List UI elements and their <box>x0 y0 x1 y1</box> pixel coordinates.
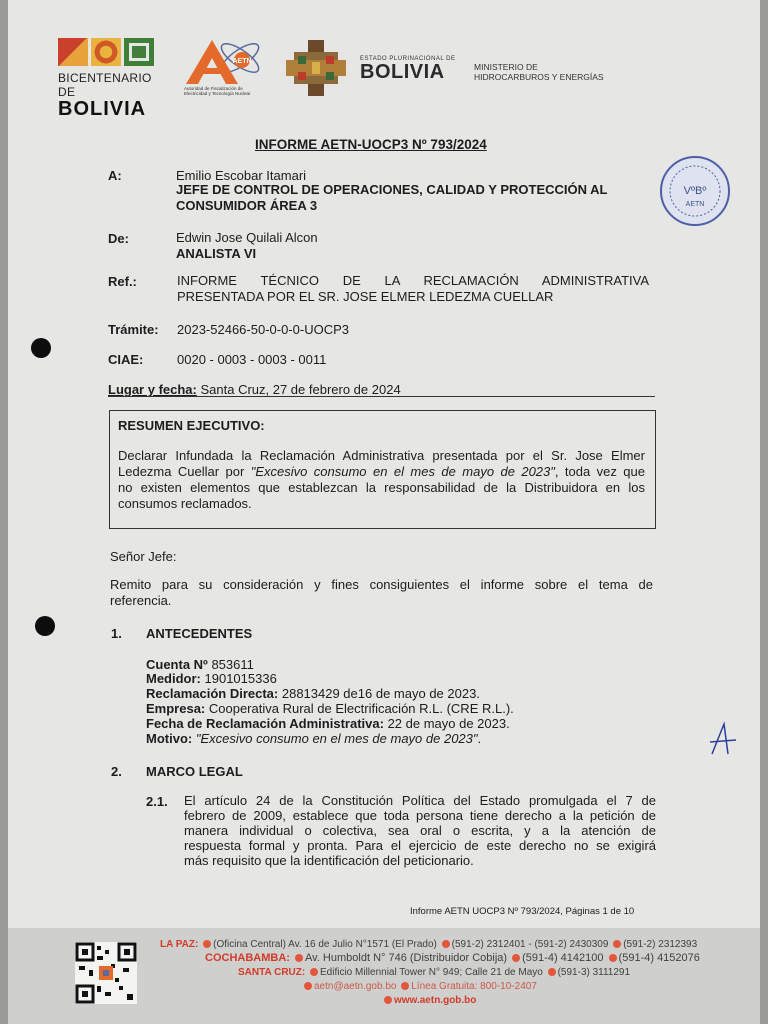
contact-cochabamba: COCHABAMBA: Av. Humboldt N° 746 (Distribuidor Cobija) (591-4) 4142100 (591-4) 4152076 <box>205 952 700 964</box>
de-label: De: <box>108 231 129 246</box>
fax-icon <box>613 940 621 948</box>
detail-row: Motivo: "Excesivo consumo en el mes de mayo de 2023". <box>146 731 482 746</box>
sender-name: Edwin Jose Quilali Alcon <box>176 230 318 245</box>
section-number: 2. <box>111 764 122 779</box>
section-title: ANTECEDENTES <box>146 626 253 641</box>
qr-code <box>75 942 137 1004</box>
body-paragraph: más requisito que la identificación del peticionario. <box>184 853 474 868</box>
estado-plurinacional-logo: ESTADO PLURINACIONAL DE BOLIVIA <box>360 56 456 83</box>
recipient-role: CONSUMIDOR ÁREA 3 <box>176 198 318 213</box>
detail-row: Medidor: 1901015336 <box>146 671 277 686</box>
tramite-label: Trámite: <box>108 322 159 337</box>
detail-row: Reclamación Directa: 28813429 de16 de mayo de 2023. <box>146 686 480 701</box>
svg-text:AETN: AETN <box>685 201 705 208</box>
resumen-text: consumos reclamados. <box>118 496 252 511</box>
contact-online: aetn@aetn.gob.bo Línea Gratuita: 800-10-2407 <box>302 980 537 993</box>
body-paragraph: El artículo 24 de la Constitución Política del Estado promulgada el 7 de <box>184 793 656 808</box>
phone-icon <box>548 968 556 976</box>
ref-text: PRESENTADA POR EL SR. JOSE ELMER LEDEZMA CUELLAR <box>177 289 554 304</box>
recipient-name: Emilio Escobar Itamari <box>176 168 307 183</box>
aetn-logo: AETN Autoridad de Fiscalización de Electricidad y Tecnología Nuclear <box>182 38 266 100</box>
contact-santacruz: SANTA CRUZ: Edificio Millennial Tower N° 949; Calle 21 de Mayo (591-3) 3111291 <box>238 967 631 978</box>
section-number: 1. <box>111 626 122 641</box>
web-icon <box>384 996 392 1004</box>
phone-icon <box>401 982 409 990</box>
page-footer: Informe AETN UOCP3 Nº 793/2024, Páginas 1 de 10 <box>410 906 635 917</box>
resumen-text: Declarar Infundada la Reclamación Administrativa presentada por el Sr. Jose Elmer <box>118 448 645 463</box>
location-pin-icon <box>295 954 303 962</box>
ref-text: INFORME TÉCNICO DE LA RECLAMACIÓN ADMINISTRATIVA <box>177 273 649 288</box>
phone-icon <box>512 954 520 962</box>
binder-hole <box>35 616 55 636</box>
location-pin-icon <box>310 968 318 976</box>
a-label: A: <box>108 168 122 183</box>
ciae-value: 0020 - 0003 - 0003 - 0011 <box>177 352 327 367</box>
ref-label: Ref.: <box>108 274 137 289</box>
resumen-heading: RESUMEN EJECUTIVO: <box>118 418 265 433</box>
body-paragraph: Remito para su consideración y fines consiguientes el informe sobre el tema de <box>110 577 653 592</box>
contact-lapaz: LA PAZ: (Oficina Central) Av. 16 de Julio N°1571 (El Prado) (591-2) 2312401 - (591-2) 2430309 (591-2) 2312393 <box>160 939 698 950</box>
body-paragraph: respuesta formal y pronta. Para el ejercicio de este derecho no se exigirá <box>184 838 656 853</box>
binder-hole <box>31 338 51 358</box>
detail-row: Cuenta Nº 853611 <box>146 657 254 672</box>
resumen-text: Ledezma Cuellar por "Excesivo consumo en el mes de mayo de 2023", toda vez que <box>118 464 645 479</box>
resumen-text: no existen elementos que establezcan la responsabilidad de la Distribuidora en los <box>118 480 645 495</box>
body-paragraph: manera individual o colectiva, sea oral o escrita, y a la atención de <box>184 823 656 838</box>
detail-row: Fecha de Reclamación Administrativa: 22 de mayo de 2023. <box>146 716 510 731</box>
bolivia-coat-of-arms <box>286 40 346 96</box>
phone-icon <box>442 940 450 948</box>
phone-icon <box>609 954 617 962</box>
detail-row: Empresa: Cooperativa Rural de Electrificación R.L. (CRE R.L.). <box>146 701 514 716</box>
subsection-number: 2.1. <box>146 794 168 809</box>
contact-web: www.aetn.gob.bo <box>382 994 476 1007</box>
svg-text:VºBº: VºBº <box>683 185 707 197</box>
svg-text:AETN: AETN <box>232 58 252 65</box>
ciae-label: CIAE: <box>108 352 144 367</box>
ministerio-label: MINISTERIO DE HIDROCARBUROS Y ENERGÍAS <box>474 62 604 82</box>
report-title: INFORME AETN-UOCP3 Nº 793/2024 <box>255 137 487 152</box>
lugar-fecha: Lugar y fecha: Santa Cruz, 27 de febrero de 2024 <box>108 382 401 397</box>
sender-role: ANALISTA VI <box>176 246 257 261</box>
body-paragraph: febrero de 2009, establece que toda persona tiene derecho a la petición de <box>184 808 656 823</box>
body-paragraph: referencia. <box>110 593 172 608</box>
tramite-value: 2023-52466-50-0-0-0-UOCP3 <box>177 322 349 337</box>
section-title: MARCO LEGAL <box>146 764 243 779</box>
email-icon <box>304 982 312 990</box>
salutation: Señor Jefe: <box>110 549 177 564</box>
bicentenario-logo: BICENTENARIO DE BOLIVIA <box>58 38 162 119</box>
divider <box>108 396 655 397</box>
approval-stamp <box>658 154 732 228</box>
recipient-role: JEFE DE CONTROL DE OPERACIONES, CALIDAD Y PROTECCIÓN AL <box>176 182 608 197</box>
handwritten-initial <box>706 720 740 765</box>
location-pin-icon <box>203 940 211 948</box>
